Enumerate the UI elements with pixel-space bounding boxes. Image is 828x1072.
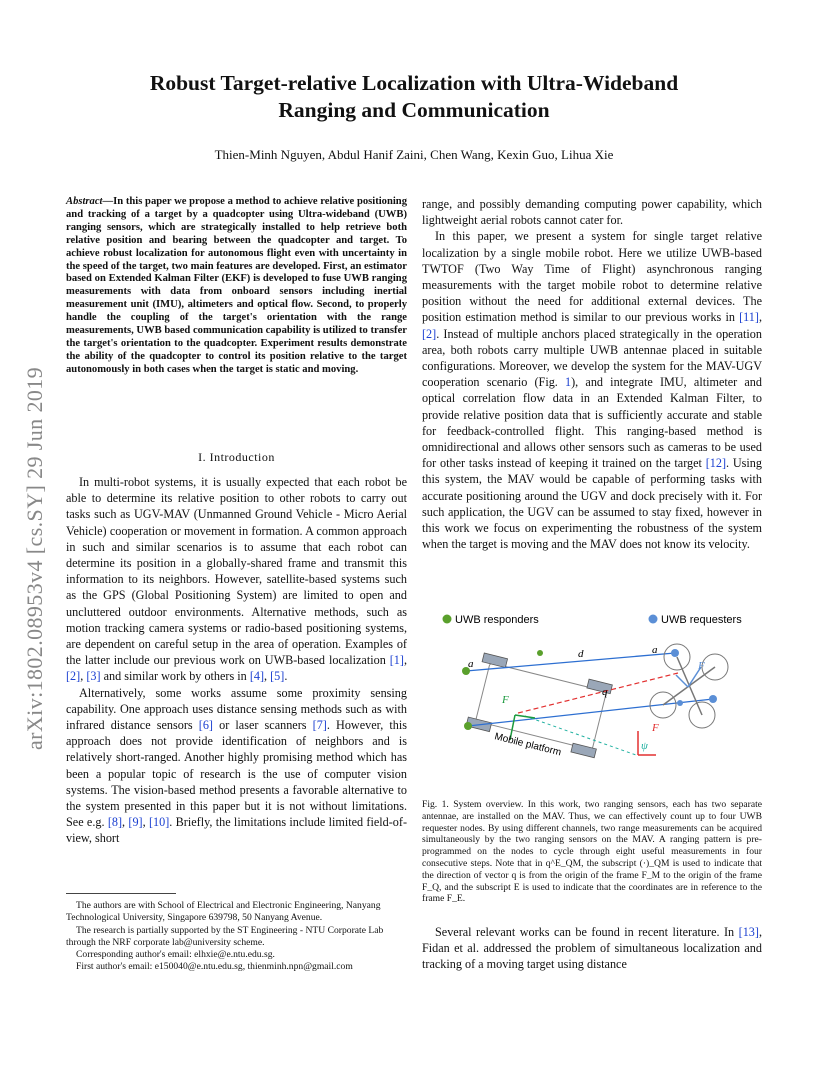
text-run: In multi-robot systems, it is usually expected that each robot be able to determine its relative position to other robots to carry out tasks such as UGV-MAV (Unmanned Ground Vehicle - Micro Aerial Vehicle) cooperation or movement in formation. A common approach in such and similar scenarios is to assume that each robot can determine its position in a globally-shared frame and transmit this information to its neighbors. However, satellite-based systems such as the GPS (Global Positioning System) are limited to open and uncluttered outdoor environments. Alternative methods, such as motion tracking camera systems or radio-based positioning systems, are dependent on careful setup in the area of operation. Examples of the latter include our previous work on UWB-based localization xyxy=(66,475,407,668)
title-line-2: Ranging and Communication xyxy=(278,98,550,122)
footnotes xyxy=(66,900,407,974)
requester-legend-dot xyxy=(649,615,658,624)
relative-vector xyxy=(518,673,678,713)
author-list: Thien-Minh Nguyen, Abdul Hanif Zaini, Chen Wang, Kexin Guo, Lihua Xie xyxy=(214,147,614,162)
citation-link[interactable]: [1] xyxy=(389,653,404,668)
text-run: or laser scanners xyxy=(213,718,313,733)
right-paragraph-1: range, and possibly demanding computing power capability, which lightweight aerial robots cannot cater for. xyxy=(422,197,762,228)
citation-link[interactable]: [2] xyxy=(422,326,437,341)
citation-link[interactable]: [7] xyxy=(312,718,327,733)
abstract xyxy=(66,196,407,377)
citation-link[interactable]: [10] xyxy=(148,815,170,830)
citation-link[interactable]: [5] xyxy=(270,669,285,684)
label-psi: ψ xyxy=(641,740,648,752)
responder-node xyxy=(537,650,543,656)
text-run: . Using this system, the MAV would be capable of performing tasks with accurate positioning around the UGV and dock precisely with it. For such application, the UGV can be assumed to stay fixed, however in this work we focus on experimenting the robustness of the system when the target is moving and the MAV does not know its velocity. xyxy=(422,456,762,552)
title-line-1: Robust Target-relative Localization with Ultra-Wideband xyxy=(149,71,679,95)
right-paragraph-2 xyxy=(422,228,762,552)
footnote-affiliation: The authors are with School of Electrical and Electronic Engineering, Nanyang Technological University, Singapore 639798, 50 Nanyang Avenue. xyxy=(66,900,381,924)
citation-link[interactable]: [4] xyxy=(249,669,265,684)
text-run: , xyxy=(142,815,146,830)
text-run: , xyxy=(403,653,407,668)
text-run: , xyxy=(758,310,762,325)
paper-title xyxy=(60,70,768,124)
text-run: and similar work by others in xyxy=(100,669,250,684)
text-run: Several relevant works can be found in recent literature. In xyxy=(435,925,739,939)
right-paragraph-3 xyxy=(422,924,762,973)
text-run: ), and integrate IMU, altimeter and optical correlation flow data in an Extended Kalman Filter, to provide relative position data that is sufficiently accurate and stable for feedback-controlled flight. This ranging-based method is omnidirectional and allows other sensors such as cameras to be used for other tasks instead of keeping it trained on the target xyxy=(422,375,762,471)
legend-responders: UWB responders xyxy=(455,614,539,626)
figure-caption: Fig. 1. System overview. In this work, two ranging sensors, each has two separate antennae, are installed on the MAV. Thus, we can effectively count up to four UWB requester nodes. By using different channels, two range measurements can be acquired simultaneously by the two ranging sensors on the MAV. A ranging pattern is pre-programmed on the nodes to cycle through eight useful measurements in four consecutive steps. Note that in q^E_QM, the subscript (·)_QM is used to indicate that the direction of vector q is from the origin of the frame F_M to the origin of the frame F_Q, and the subscript E is used to indicate that the coordinates are in reference to the frame F_E. xyxy=(422,799,762,905)
text-run: . xyxy=(284,669,288,684)
footnote-funding: The research is partially supported by the ST Engineering - NTU Corporate Lab through the NRF corporate lab@university scheme. xyxy=(66,924,384,948)
right-column-body xyxy=(422,196,762,552)
text-run: , Fidan et al. addressed the problem of simultaneous localization and tracking of a moving target using distance xyxy=(422,925,762,972)
intro-paragraph-2 xyxy=(66,685,407,847)
citation-link[interactable]: [6] xyxy=(198,718,213,733)
text-run: . Instead of multiple anchors placed strategically in the operation area, both robots carry multiple UWB antennae placed in suitable configurations. Moreover, we develop the system for the MAV-UGV cooperation scenario (Fig. xyxy=(422,326,762,390)
label-f-e: F xyxy=(652,722,659,734)
fm-axis-y xyxy=(515,715,535,718)
citation-link[interactable]: [2] xyxy=(66,669,81,684)
footnote-rule xyxy=(66,893,176,894)
label-a-j-q: a xyxy=(652,644,658,656)
text-run: , xyxy=(264,669,271,684)
citation-link[interactable]: [8] xyxy=(107,815,123,830)
citation-link[interactable]: [11] xyxy=(739,310,759,325)
abstract-text: —In this paper we propose a method to achieve relative positioning and tracking of a target by a quadcopter using Ultra-wideband (UWB) ranging sensors, which are strategically installed to help retrieve both relative position and bearing between the quadcopter and target. To achieve robust localization for autonomous flight even with uncertainty in the speed of the target, two main features are developed. First, an estimator based on Extended Kalman Filter (EKF) is developed to fuse UWB ranging measurements with data from onboard sensors including inertial measurement unit (IMU), altimeters and optical flow. Second, to properly handle the coupling of the target's orientation with the range measurements, UWB based communication capability is utilized to transfer the target's orientation to the quadcopter. Experiment results demonstrate the ability of the quadcopter to control its position relative to the target autonomously in both cases when the target is static and moving. xyxy=(66,196,407,375)
footnote-first-author: First author's email: e150040@e.ntu.edu.sg, thienminh.npn@gmail.com xyxy=(76,961,353,973)
text-run: , xyxy=(122,815,129,830)
label-f-q: F xyxy=(698,660,705,672)
figure-system-overview xyxy=(430,605,760,790)
intro-paragraph-1 xyxy=(66,474,407,685)
figure-diagram xyxy=(430,605,760,790)
arxiv-stamp: arXiv:1802.08953v4 [cs.SY] 29 Jun 2019 xyxy=(22,366,47,750)
text-run: Alternatively, some works assume some proximity sensing capability. One approach uses distance sensing methods such as with infrared distance sensors xyxy=(66,685,407,733)
citation-link[interactable]: [3] xyxy=(86,669,101,684)
text-run: In this paper, we present a system for single target relative localization by a single mobile robot. Here we utilize UWB-based TWTOF (Two Way Time of Flight) asynchronous ranging measurements with the target mobile robot to determine relative position without the need for additional external devices. The position estimation method is similar to our previous works in xyxy=(422,229,762,325)
citation-link[interactable]: [13] xyxy=(738,925,759,939)
label-mobile-platform: Mobile platform xyxy=(493,731,563,759)
introduction-body xyxy=(66,474,407,847)
citation-link[interactable]: [12] xyxy=(705,456,727,471)
footnote-corresponding: Corresponding author's email: elhxie@e.ntu.edu.sg. xyxy=(76,949,275,961)
text-run: . Briefly, the limitations include limited field-of-view, short xyxy=(66,815,408,846)
legend-requesters: UWB requesters xyxy=(661,614,742,626)
section-heading-introduction: I. Introduction xyxy=(198,450,275,464)
abstract-lead: Abstract xyxy=(66,196,103,207)
label-q-qm: q xyxy=(602,686,608,698)
figure-link[interactable]: 1 xyxy=(565,375,572,390)
label-d-ij: d xyxy=(578,648,584,660)
label-f-m: F xyxy=(502,694,509,706)
citation-link[interactable]: [9] xyxy=(128,815,143,830)
right-column-continuation xyxy=(422,924,762,973)
text-run: , xyxy=(80,669,87,684)
responder-legend-dot xyxy=(443,615,452,624)
responder-node xyxy=(464,722,472,730)
text-run: . However, this approach does not provide identification of neighbors and is relatively short-ranged. Another highly promising method which has been a popular topic of research is the use of computer vision systems. The vision-based method presents a favorable alternative to the system presented in this paper but it is not without limitations. See e.g. xyxy=(66,718,407,830)
label-a-i-m: a xyxy=(468,658,474,670)
